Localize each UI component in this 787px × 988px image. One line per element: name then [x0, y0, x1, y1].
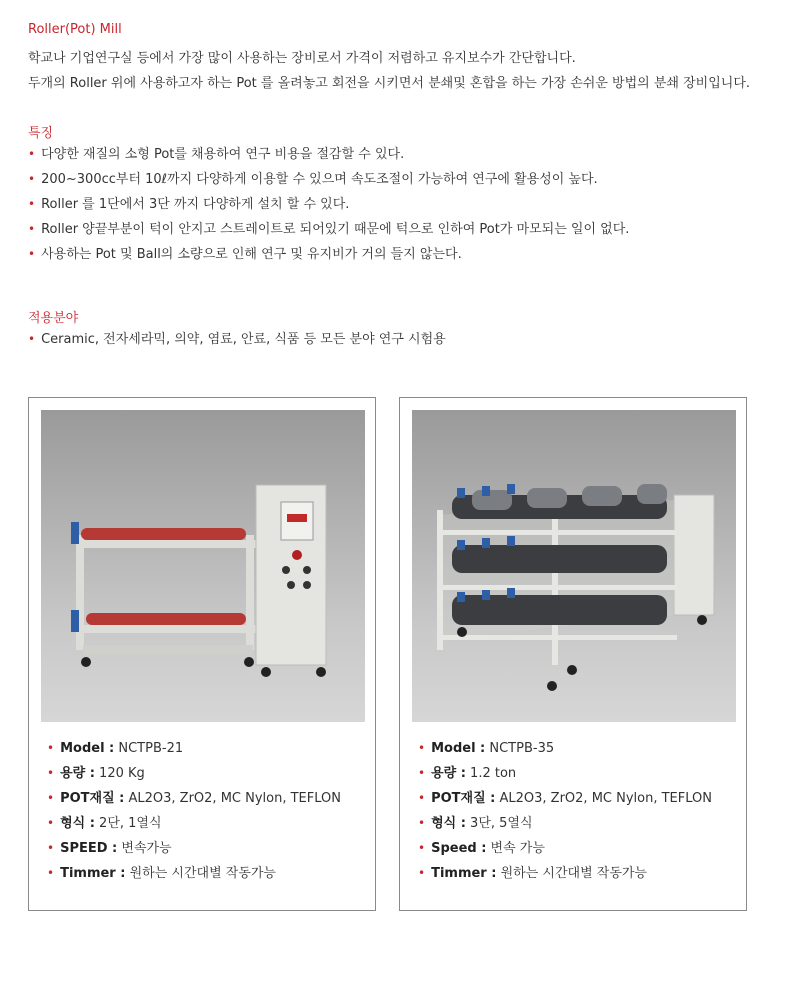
spec-item-pot-material: • POT재질 : AL2O3, ZrO2, MC Nylon, TEFLON	[418, 791, 712, 806]
spec-item-capacity: • 용량 : 120 Kg	[47, 766, 145, 781]
spec-item-type: • 형식 : 3단, 5열식	[418, 816, 533, 831]
spec-item-model: • Model : NCTPB-21	[47, 741, 184, 756]
list-item: • Ceramic, 전자세라믹, 의약, 염료, 안료, 식품 등 모든 분야 연구 시험용	[28, 332, 446, 347]
spec-item-timer: • Timmer : 원하는 시간대별 작동가능	[418, 866, 647, 881]
bullet-icon: •	[28, 332, 36, 346]
spec-item-speed: • SPEED : 변속가능	[47, 841, 172, 856]
roller-mill-2-tier-image	[41, 410, 365, 722]
bullet-icon: •	[418, 791, 426, 805]
spec-item-model: • Model : NCTPB-35	[418, 741, 555, 756]
bullet-icon: •	[28, 197, 36, 211]
bullet-icon: •	[47, 866, 55, 880]
intro-line-2: 두개의 Roller 위에 사용하고자 하는 Pot 를 올려놓고 회전을 시키면서 분쇄및 혼합을 하는 가장 손쉬운 방법의 분쇄 장비입니다.	[28, 76, 751, 91]
product-photo	[41, 410, 365, 722]
applications-title: 적용분야	[28, 311, 79, 326]
features-list	[28, 142, 629, 267]
product-card-nctpb-21	[28, 397, 376, 911]
roller-mill-3-tier-image	[412, 410, 736, 722]
product-card-nctpb-35	[399, 397, 747, 911]
bullet-icon: •	[28, 172, 36, 186]
bullet-icon: •	[28, 222, 36, 236]
spec-item-pot-material: • POT재질 : AL2O3, ZrO2, MC Nylon, TEFLON	[47, 791, 341, 806]
spec-item-capacity: • 용량 : 1.2 ton	[418, 766, 517, 781]
bullet-icon: •	[28, 247, 36, 261]
features-title: 특징	[28, 126, 54, 141]
bullet-icon: •	[47, 741, 55, 755]
list-item: • 다양한 재질의 소형 Pot를 채용하여 연구 비용을 절감할 수 있다.	[28, 147, 405, 162]
bullet-icon: •	[418, 741, 426, 755]
bullet-icon: •	[28, 147, 36, 161]
list-item: • Roller 를 1단에서 3단 까지 다양하게 설치 할 수 있다.	[28, 197, 350, 212]
spec-item-timer: • Timmer : 원하는 시간대별 작동가능	[47, 866, 276, 881]
bullet-icon: •	[47, 766, 55, 780]
product-specs	[418, 736, 712, 886]
spec-item-speed: • Speed : 변속 가능	[418, 841, 545, 856]
bullet-icon: •	[418, 816, 426, 830]
bullet-icon: •	[418, 866, 426, 880]
bullet-icon: •	[47, 841, 55, 855]
page-title: Roller(Pot) Mill	[28, 22, 122, 37]
list-item: • 200~300cc부터 10ℓ까지 다양하게 이용할 수 있으며 속도조절이 가능하여 연구에 활용성이 높다.	[28, 172, 598, 187]
list-item: • Roller 양끝부분이 턱이 안지고 스트레이트로 되어있기 때문에 턱으로 인하여 Pot가 마모되는 일이 없다.	[28, 222, 630, 237]
spec-item-type: • 형식 : 2단, 1열식	[47, 816, 162, 831]
bullet-icon: •	[418, 766, 426, 780]
product-photo	[412, 410, 736, 722]
intro-line-1: 학교나 기업연구실 등에서 가장 많이 사용하는 장비로서 가격이 저렴하고 유지보수가 간단합니다.	[28, 51, 576, 66]
bullet-icon: •	[418, 841, 426, 855]
product-specs	[47, 736, 341, 886]
bullet-icon: •	[47, 816, 55, 830]
list-item: • 사용하는 Pot 및 Ball의 소량으로 인해 연구 및 유지비가 거의 들지 않는다.	[28, 247, 462, 262]
applications-list	[28, 327, 446, 352]
bullet-icon: •	[47, 791, 55, 805]
